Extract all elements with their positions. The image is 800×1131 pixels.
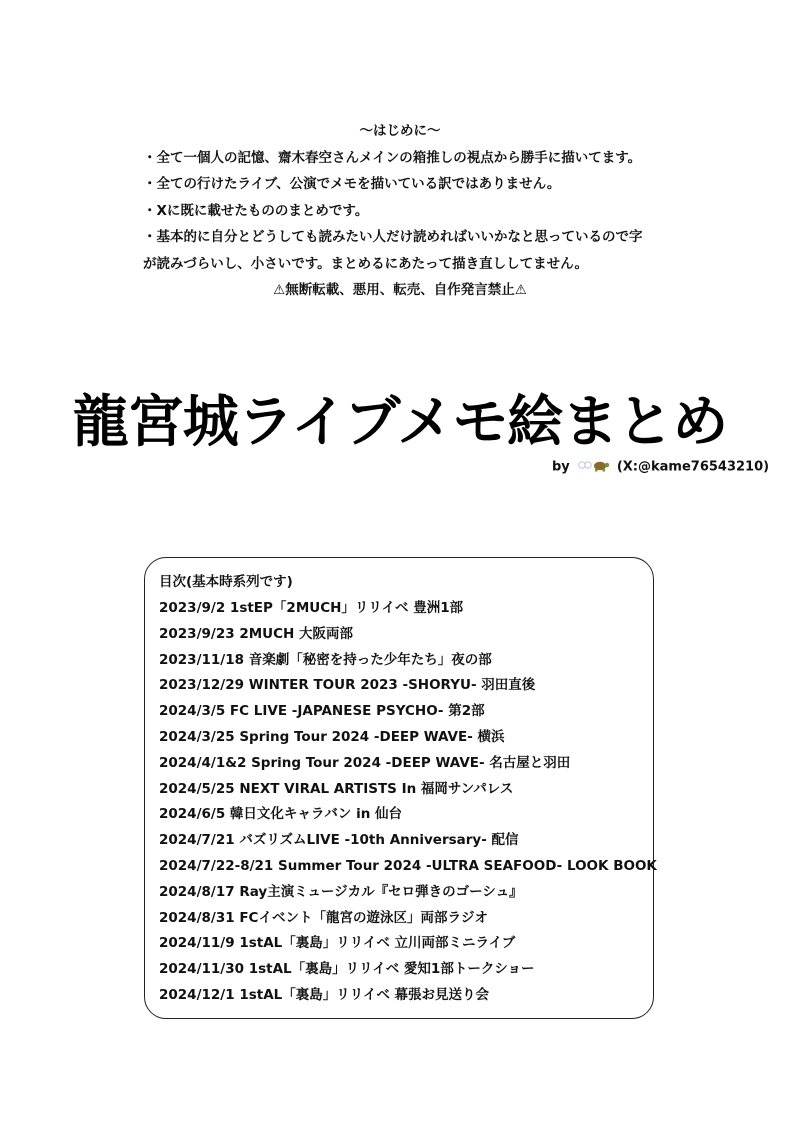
toc-item: 2024/4/1&2 Spring Tour 2024 -DEEP WAVE- 名古屋と羽田 — [159, 754, 571, 771]
toc-item: 2024/3/25 Spring Tour 2024 -DEEP WAVE- 横浜 — [159, 728, 505, 745]
toc-item: 2024/8/17 Ray主演ミュージカル『セロ弾きのゴーシュ』 — [159, 883, 523, 900]
author-byline — [552, 458, 769, 476]
turtle-mascot-icon — [576, 458, 610, 476]
toc-item: 2024/7/22-8/21 Summer Tour 2024 -ULTRA SEAFOOD- LOOK BOOK — [159, 857, 657, 874]
toc-item: 2024/7/21 バズリズムLIVE -10th Anniversary- 配信 — [159, 832, 519, 849]
toc-item: 2024/12/1 1stAL「裏島」リリイベ 幕張お見送り会 — [159, 986, 490, 1003]
intro-heading: 〜はじめに〜 — [359, 123, 441, 139]
toc-item: 2024/8/31 FCイベント「龍宮の遊泳区」両部ラジオ — [159, 909, 488, 926]
toc-item: 2024/11/30 1stAL「裏島」リリイベ 愛知1部トークショー — [159, 961, 535, 978]
toc-item: 2024/11/9 1stAL「裏島」リリイベ 立川両部ミニライブ — [159, 935, 516, 952]
toc-item: 2024/6/5 韓日文化キャラバン in 仙台 — [159, 806, 403, 823]
intro-line: ・基本的に自分とどうしても読みたい人だけ読めればいいかなと思っているので字 — [143, 229, 643, 245]
toc-title: 目次(基本時系列です) — [159, 574, 293, 590]
toc-item: 2023/9/23 2MUCH 大阪両部 — [159, 625, 354, 642]
warning-note: ⚠無断転載、悪用、転売、自作発言禁止⚠ — [273, 282, 527, 298]
table-of-contents — [144, 557, 657, 1019]
toc-item: 2024/5/25 NEXT VIRAL ARTISTS In 福岡サンパレス — [159, 780, 514, 797]
toc-item: 2024/3/5 FC LIVE -JAPANESE PSYCHO- 第2部 — [159, 703, 485, 720]
toc-item: 2023/9/2 1stEP「2MUCH」リリイベ 豊洲1部 — [159, 600, 464, 616]
intro-line: が読みづらいし、小さいです。まとめるにあたって描き直ししてません。 — [143, 255, 588, 272]
toc-item: 2023/11/18 音楽劇「秘密を持った少年たち」夜の部 — [159, 651, 492, 668]
intro-line: ・全ての行けたライブ、公演でメモを描いている訳ではありません。 — [143, 176, 561, 192]
intro-section — [0, 118, 800, 304]
byline-handle: (X:@kame76543210) — [616, 459, 770, 475]
byline-by: by — [552, 459, 570, 475]
page-title: 龍宮城ライブメモ絵まとめ — [72, 390, 728, 455]
intro-line: ・全て一個人の記憶、齋木春空さんメインの箱推しの視点から勝手に描いてます。 — [143, 149, 642, 166]
intro-line: ・Xに既に載せたもののまとめです。 — [143, 202, 369, 219]
toc-item: 2023/12/29 WINTER TOUR 2023 -SHORYU- 羽田直後 — [159, 677, 536, 694]
